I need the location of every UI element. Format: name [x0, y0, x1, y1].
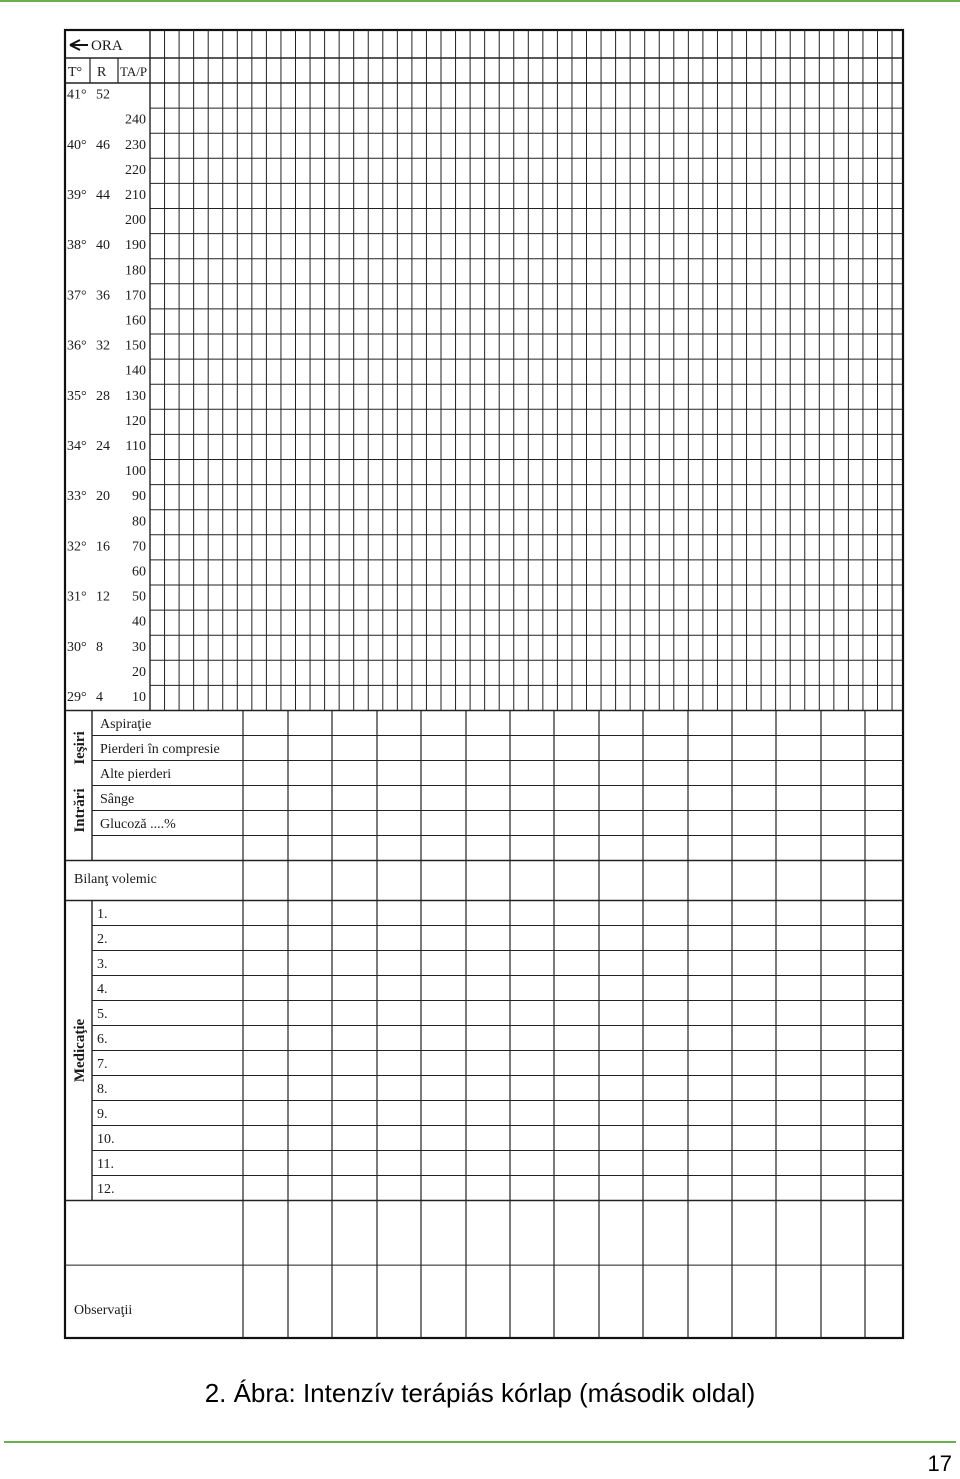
outputs-group-label: Ieşiri: [72, 731, 88, 765]
temperature-tick: 37°: [67, 288, 87, 304]
pressure-tick: 170: [125, 288, 146, 304]
pressure-tick: 110: [125, 438, 146, 454]
hour-label: ORA: [91, 38, 123, 54]
respiration-tick: 12: [96, 589, 110, 605]
pressure-tick: 30: [132, 639, 146, 655]
medication-item-label: 2.: [97, 932, 108, 947]
input-item-label: Glucoză ....%: [100, 817, 176, 832]
medication-item-label: 12.: [97, 1182, 115, 1197]
respiration-tick: 28: [96, 388, 110, 404]
respiration-header: R: [97, 65, 107, 80]
observations-label: Observaţii: [74, 1303, 133, 1318]
pressure-tick: 60: [132, 564, 146, 580]
pressure-header: TA/P: [120, 64, 148, 79]
pressure-tick: 120: [125, 413, 146, 429]
respiration-tick: 4: [96, 689, 103, 705]
temperature-tick: 36°: [67, 338, 87, 354]
pressure-tick: 20: [132, 664, 146, 680]
temperature-tick: 35°: [67, 388, 87, 404]
input-item-label: Sânge: [100, 792, 135, 807]
left-arrow-icon: [70, 40, 88, 50]
pressure-tick: 200: [125, 213, 146, 229]
pressure-tick: 140: [125, 363, 146, 379]
pressure-tick: 160: [125, 313, 146, 329]
respiration-tick: 8: [96, 639, 103, 655]
pressure-tick: 230: [125, 137, 146, 153]
temperature-tick: 39°: [67, 187, 87, 203]
inputs-group-label: Intrări: [72, 788, 88, 833]
form-frame: [65, 30, 903, 1338]
respiration-tick: 20: [96, 489, 110, 505]
pressure-tick: 220: [125, 162, 146, 178]
pressure-tick: 10: [132, 689, 146, 705]
medication-item-label: 9.: [97, 1107, 108, 1122]
pressure-tick: 70: [132, 539, 146, 555]
pressure-tick: 90: [132, 489, 146, 505]
respiration-tick: 32: [96, 338, 110, 354]
temperature-tick: 30°: [67, 639, 87, 655]
temperature-tick: 32°: [67, 539, 87, 555]
pressure-tick: 150: [125, 338, 146, 354]
output-item-label: Aspiraţie: [100, 717, 152, 732]
output-item-label: Pierderi în compresie: [100, 742, 220, 757]
respiration-tick: 40: [96, 238, 110, 254]
medication-item-label: 3.: [97, 957, 108, 972]
medication-item-label: 10.: [97, 1132, 115, 1147]
page-number: 17: [927, 1451, 952, 1476]
pressure-tick: 40: [132, 614, 146, 630]
temperature-tick: 33°: [67, 489, 87, 505]
temperature-tick: 41°: [67, 87, 87, 103]
temperature-tick: 29°: [67, 689, 87, 705]
medication-group-label: Medicaţie: [72, 1018, 88, 1083]
figure-caption: 2. Ábra: Intenzív terápiás kórlap (második oldal): [204, 1378, 756, 1408]
medication-item-label: 7.: [97, 1057, 108, 1072]
medication-item-label: 6.: [97, 1032, 108, 1047]
pressure-tick: 190: [125, 238, 146, 254]
temperature-header: T°: [68, 65, 83, 80]
balance-label: Bilanţ volemic: [74, 872, 157, 887]
temperature-tick: 40°: [67, 137, 87, 153]
respiration-tick: 46: [96, 137, 110, 153]
respiration-tick: 24: [96, 438, 110, 454]
pressure-tick: 130: [125, 388, 146, 404]
respiration-tick: 44: [96, 187, 110, 203]
temperature-tick: 34°: [67, 438, 87, 454]
pressure-tick: 50: [132, 589, 146, 605]
medication-item-label: 5.: [97, 1007, 108, 1022]
pressure-tick: 240: [125, 112, 146, 128]
respiration-tick: 52: [96, 87, 110, 103]
medication-item-label: 8.: [97, 1082, 108, 1097]
medication-item-label: 4.: [97, 982, 108, 997]
pressure-tick: 100: [125, 464, 146, 480]
medication-item-label: 1.: [97, 907, 108, 922]
pressure-tick: 210: [125, 187, 146, 203]
bottom-rule: [4, 1441, 956, 1443]
output-item-label: Alte pierderi: [100, 767, 172, 782]
pressure-tick: 80: [132, 514, 146, 530]
respiration-tick: 16: [96, 539, 110, 555]
pressure-tick: 180: [125, 263, 146, 279]
medication-item-label: 11.: [97, 1157, 114, 1172]
temperature-tick: 31°: [67, 589, 87, 605]
temperature-tick: 38°: [67, 238, 87, 254]
respiration-tick: 36: [96, 288, 110, 304]
